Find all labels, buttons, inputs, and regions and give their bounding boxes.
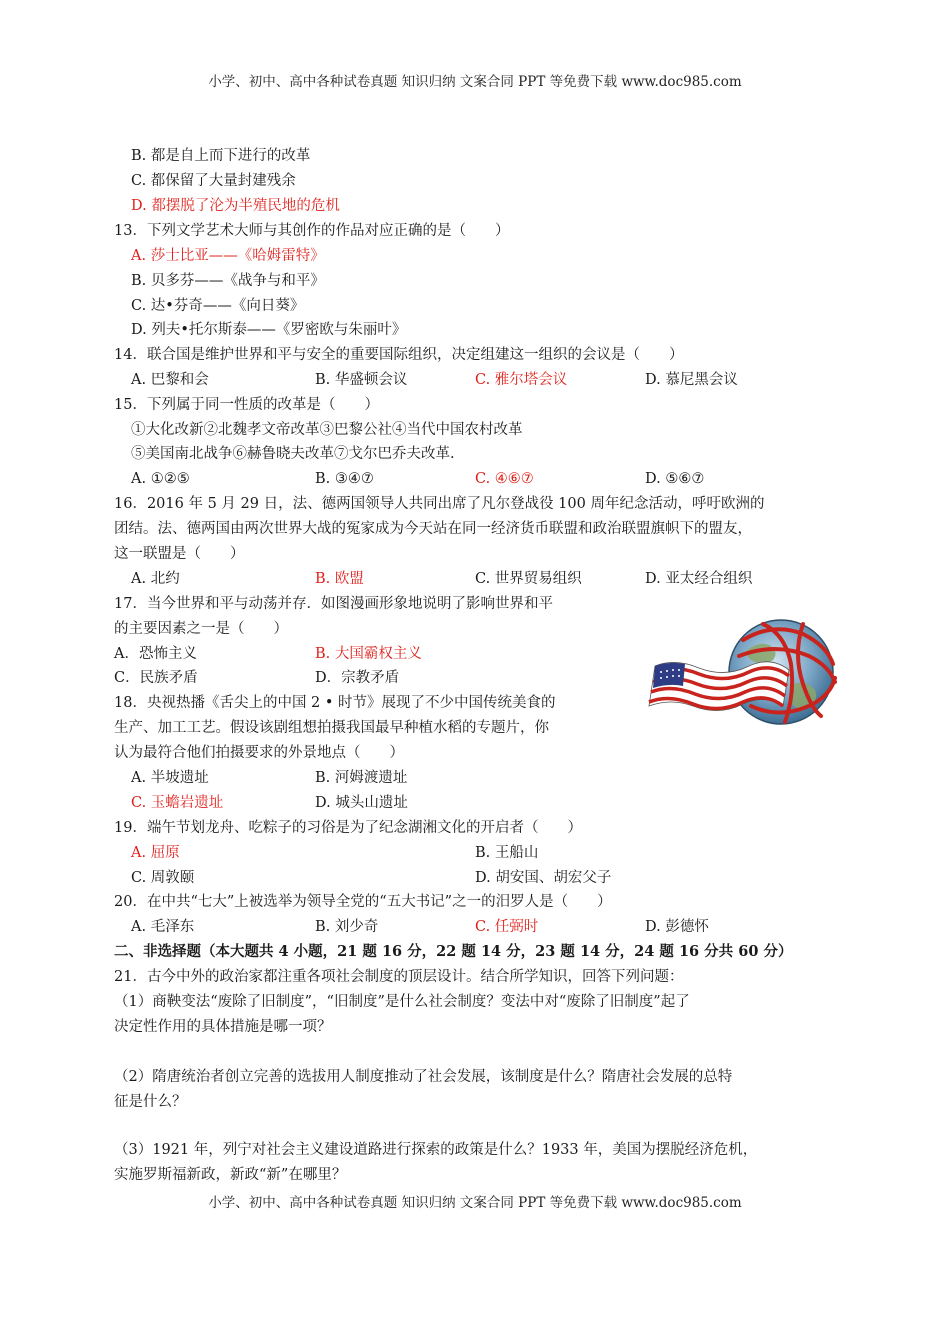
q20-stem: 20．在中共“七大”上被选举为领导全党的“五大书记”之一的汨罗人是（ ） xyxy=(114,894,612,910)
q19-option-d: D. 胡安国、胡宏父子 xyxy=(475,870,612,886)
q19-option-c: C. 周敦颐 xyxy=(131,870,195,886)
q18-stem-line3: 认为最符合他们拍摄要求的外景地点（ ） xyxy=(114,745,404,761)
q16-option-d: D. 亚太经合组织 xyxy=(645,571,753,587)
q14-option-c: C. 雅尔塔会议 xyxy=(475,372,568,388)
q14-option-d: D. 慕尼黑会议 xyxy=(645,372,738,388)
q18-option-d: D. 城头山遗址 xyxy=(315,795,408,811)
q20-option-b: B. 刘少奇 xyxy=(315,919,379,935)
q17-option-c: C．民族矛盾 xyxy=(114,670,198,686)
q16-option-a: A. 北约 xyxy=(131,571,180,587)
q16-option-c: C. 世界贸易组织 xyxy=(475,571,582,587)
q14-option-a: A. 巴黎和会 xyxy=(131,372,209,388)
q13-option-b: B. 贝多芬——《战争与和平》 xyxy=(131,273,325,289)
q16-stem-line1: 16．2016 年 5 月 29 日，法、德两国领导人共同出席了凡尔登战役 100 周年纪念活动，呼吁欧洲的 xyxy=(114,496,765,512)
q21-part3-line2: 实施罗斯福新政，新政“新”在哪里？ xyxy=(114,1167,347,1183)
q20-option-c: C. 任弼时 xyxy=(475,919,539,935)
q18-option-c: C. 玉蟾岩遗址 xyxy=(131,795,224,811)
page-header: 小学、初中、高中各种试卷真题 知识归纳 文案合同 PPT 等免费下载 www.doc985.com xyxy=(208,74,742,90)
hegemony-cartoon-illustration xyxy=(643,610,843,740)
q14-option-b: B. 华盛顿会议 xyxy=(315,372,408,388)
q19-option-a: A. 屈原 xyxy=(131,845,180,861)
q13-option-a: A. 莎士比亚——《哈姆雷特》 xyxy=(131,248,325,264)
q21-part2-line1: （2）隋唐统治者创立完善的选拔用人制度推动了社会发展，该制度是什么？隋唐社会发展的总特 xyxy=(114,1069,733,1085)
q21-part1-line1: （1）商鞅变法“废除了旧制度”，“旧制度”是什么社会制度？变法中对“废除了旧制度”起了 xyxy=(114,994,690,1010)
q12-option-d: D. 都摆脱了沦为半殖民地的危机 xyxy=(131,198,340,214)
q12-option-c: C. 都保留了大量封建残余 xyxy=(131,173,296,189)
q20-option-a: A. 毛泽东 xyxy=(131,919,195,935)
q17-stem-line1: 17．当今世界和平与动荡并存．如图漫画形象地说明了影响世界和平 xyxy=(114,596,553,612)
q16-stem-line3: 这一联盟是（ ） xyxy=(114,546,245,562)
section-2-heading: 二、非选择题（本大题共 4 小题，21 题 16 分，22 题 14 分，23 题 14 分，24 题 16 分共 60 分） xyxy=(114,943,793,960)
page-footer: 小学、初中、高中各种试卷真题 知识归纳 文案合同 PPT 等免费下载 www.doc985.com xyxy=(208,1195,742,1211)
q15-option-c: C. ④⑥⑦ xyxy=(475,471,534,487)
q18-option-a: A. 半坡遗址 xyxy=(131,770,209,786)
q15-items-line2: ⑤美国南北战争⑥赫鲁晓夫改革⑦戈尔巴乔夫改革. xyxy=(131,446,455,462)
q15-items-line1: ①大化改新②北魏孝文帝改革③巴黎公社④当代中国农村改革 xyxy=(131,422,523,438)
q16-stem-line2: 团结。法、德两国由两次世界大战的冤家成为今天站在同一经济货币联盟和政治联盟旗帜下的盟友， xyxy=(114,521,752,537)
q18-stem-line1: 18．央视热播《舌尖上的中国 2 • 时节》展现了不少中国传统美食的 xyxy=(114,695,556,711)
q15-option-b: B. ③④⑦ xyxy=(315,471,374,487)
q15-option-d: D. ⑤⑥⑦ xyxy=(645,471,705,487)
q17-option-d: D．宗教矛盾 xyxy=(315,670,400,686)
q21-part1-line2: 决定性作用的具体措施是哪一项？ xyxy=(114,1019,332,1035)
q21-stem: 21．古今中外的政治家都注重各项社会制度的顶层设计。结合所学知识，回答下列问题： xyxy=(114,969,684,985)
q18-stem-line2: 生产、加工工艺。假设该剧组想拍摄我国最早种植水稻的专题片，你 xyxy=(114,720,549,736)
q16-option-b: B. 欧盟 xyxy=(315,571,364,587)
q21-part2-line2: 征是什么？ xyxy=(114,1094,187,1110)
q20-option-d: D. 彭德怀 xyxy=(645,919,709,935)
q19-option-b: B. 王船山 xyxy=(475,845,539,861)
q13-stem: 13．下列文学艺术大师与其创作的作品对应正确的是（ ） xyxy=(114,223,510,239)
q14-stem: 14．联合国是维护世界和平与安全的重要国际组织，决定组建这一组织的会议是（ ） xyxy=(114,347,684,363)
q17-stem-line2: 的主要因素之一是（ ） xyxy=(114,621,288,637)
q19-stem: 19．端午节划龙舟、吃粽子的习俗是为了纪念湖湘文化的开启者（ ） xyxy=(114,820,582,836)
q13-option-c: C. 达•芬奇——《向日葵》 xyxy=(131,298,305,314)
q12-option-b: B. 都是自上而下进行的改革 xyxy=(131,148,311,164)
q17-option-b: B. 大国霸权主义 xyxy=(315,646,422,662)
q15-stem: 15．下列属于同一性质的改革是（ ） xyxy=(114,397,379,413)
q13-option-d: D. 列夫•托尔斯泰——《罗密欧与朱丽叶》 xyxy=(131,322,407,338)
q18-option-b: B. 河姆渡遗址 xyxy=(315,770,408,786)
q15-option-a: A. ①②⑤ xyxy=(131,471,190,487)
q17-option-a: A．恐怖主义 xyxy=(114,646,197,662)
q21-part3-line1: （3）1921 年，列宁对社会主义建设道路进行探索的政策是什么？1933 年，美国为摆脱经济危机， xyxy=(114,1142,758,1158)
